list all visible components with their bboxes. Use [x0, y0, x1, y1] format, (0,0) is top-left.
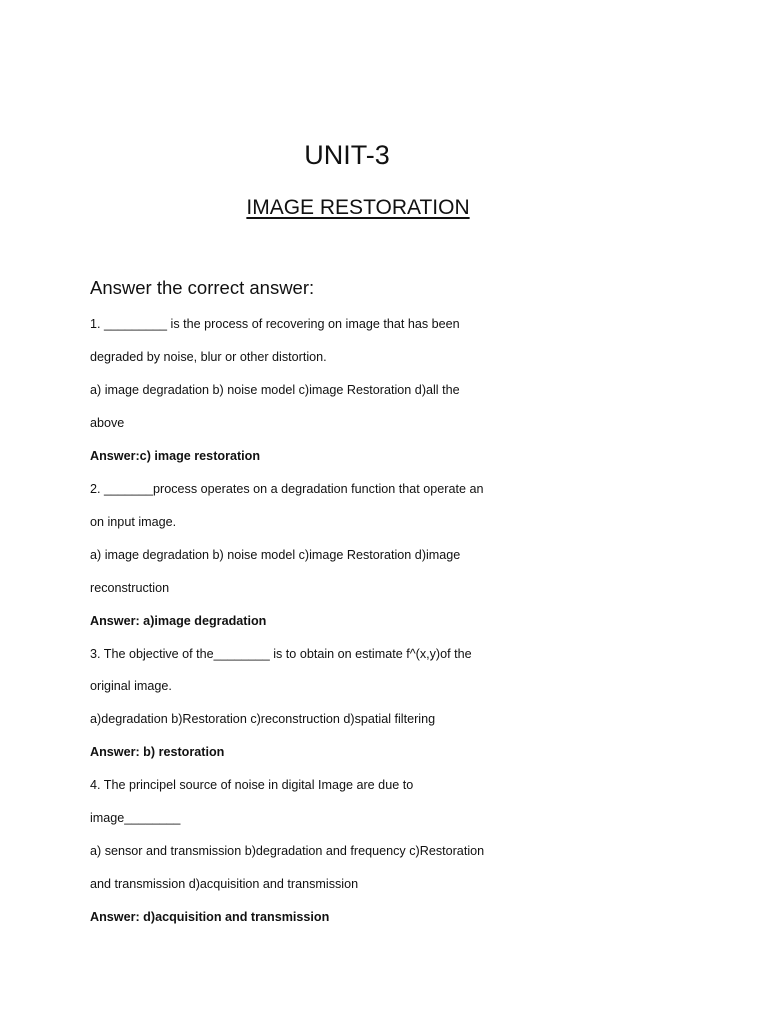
- unit-heading: UNIT-3: [304, 140, 390, 170]
- q2-line-1: 2. _______process operates on a degradation function that operate an: [90, 482, 484, 496]
- q4-answer: Answer: d)acquisition and transmission: [90, 910, 330, 924]
- q1-line-1: 1. _________ is the process of recovering on image that has been: [90, 317, 460, 331]
- q2-line-2: on input image.: [90, 515, 177, 529]
- q4-options-line-2: and transmission d)acquisition and transmission: [90, 877, 359, 891]
- q3-answer: Answer: b) restoration: [90, 745, 225, 759]
- q4-line-1: 4. The principel source of noise in digital Image are due to: [90, 778, 414, 792]
- q1-line-2: degraded by noise, blur or other distortion.: [90, 350, 327, 364]
- q4-line-2: image________: [90, 811, 181, 825]
- q3-line-2: original image.: [90, 679, 172, 693]
- q2-options-line-1: a) image degradation b) noise model c)image Restoration d)image: [90, 548, 461, 562]
- q2-answer: Answer: a)image degradation: [90, 614, 267, 628]
- q4-options-line-1: a) sensor and transmission b)degradation and frequency c)Restoration: [90, 844, 485, 858]
- q3-options: a)degradation b)Restoration c)reconstruction d)spatial filtering: [90, 712, 436, 726]
- q1-options-line-2: above: [90, 416, 125, 430]
- instruction-heading: Answer the correct answer:: [90, 277, 315, 298]
- q3-line-1: 3. The objective of the________ is to obtain on estimate f^(x,y)of the: [90, 647, 472, 661]
- page-title: [0, 196, 716, 220]
- q1-answer: Answer:c) image restoration: [90, 449, 261, 463]
- page-title-text: IMAGE RESTORATION: [246, 196, 470, 219]
- q1-options-line-1: a) image degradation b) noise model c)image Restoration d)all the: [90, 383, 460, 397]
- q2-options-line-2: reconstruction: [90, 581, 170, 595]
